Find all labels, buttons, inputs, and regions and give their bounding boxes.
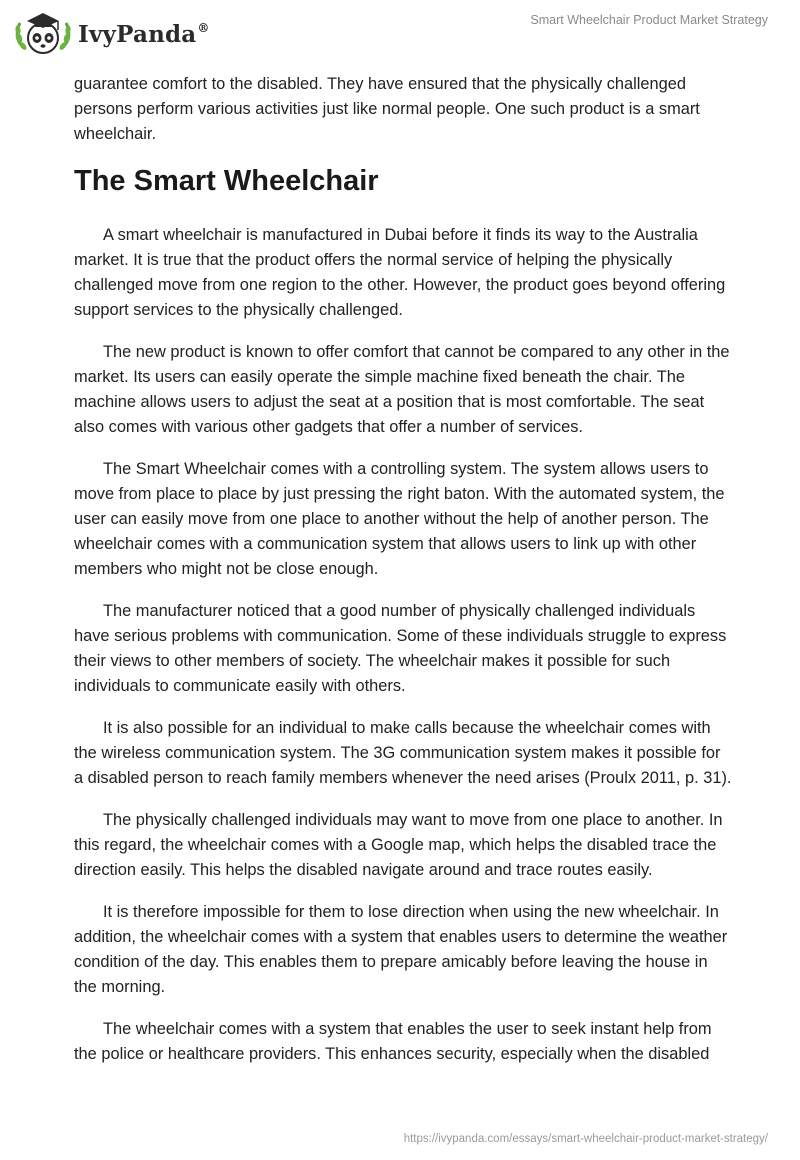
brand-name: IvyPanda® [78, 20, 210, 48]
body-paragraph: The new product is known to offer comfort that cannot be compared to any other in the market. Its users can easily operate the simple machine fixed beneath the chair. The machine allows users to adjust the seat at a position that is most comfortable. The seat also comes with various other gadgets that offer a number of services. [74, 343, 730, 436]
ivypanda-logo[interactable] [14, 8, 210, 60]
body-paragraph: It is therefore impossible for them to lose direction when using the new wheelchair. In addition, the wheelchair comes with a system that enables users to determine the weather condition of the day. This enables them to prepare amicably before leaving the house in the morning. [74, 903, 728, 996]
body-paragraph: The physically challenged individuals may want to move from one place to another. In this regard, the wheelchair comes with a Google map, which helps the disabled trace the direction easily. This helps the disabled navigate around and trace routes easily. [74, 811, 723, 879]
panda-graduate-icon [14, 8, 72, 60]
body-paragraph: It is also possible for an individual to make calls because the wheelchair comes with the wireless communication system. The 3G communication system makes it possible for a disabled person to reach family members whenever the need arises (Proulx 2011, p. 31). [74, 719, 732, 787]
document-title: Smart Wheelchair Product Market Strategy [530, 13, 768, 27]
body-paragraph: A smart wheelchair is manufactured in Dubai before it finds its way to the Australia market. It is true that the product offers the normal service of helping the physically challenged move from one region to the other. However, the product goes beyond offering support services to the physically challenged. [74, 226, 726, 319]
page-header [0, 0, 800, 60]
intro-paragraph: guarantee comfort to the disabled. They have ensured that the physically challenged persons perform various activities just like normal people. One such product is a smart wheelchair. [74, 75, 700, 143]
essay-body [74, 72, 734, 1084]
body-paragraph: The manufacturer noticed that a good number of physically challenged individuals have serious problems with communication. Some of these individuals struggle to express their views to other members of society. The wheelchair makes it possible for such individuals to communicate easily with others. [74, 602, 727, 695]
section-heading: The Smart Wheelchair [74, 165, 379, 197]
body-paragraph: The wheelchair comes with a system that enables the user to seek instant help from the police or healthcare providers. This enhances security, especially when the disabled [74, 1020, 712, 1063]
source-url[interactable]: https://ivypanda.com/essays/smart-wheelchair-product-market-strategy/ [403, 1133, 768, 1145]
body-paragraph: The Smart Wheelchair comes with a controlling system. The system allows users to move from place to place by just pressing the right baton. With the automated system, the user can easily move from one place to another without the help of another person. The wheelchair comes with a communication system that allows users to link up with other members who might not be close enough. [74, 460, 725, 578]
